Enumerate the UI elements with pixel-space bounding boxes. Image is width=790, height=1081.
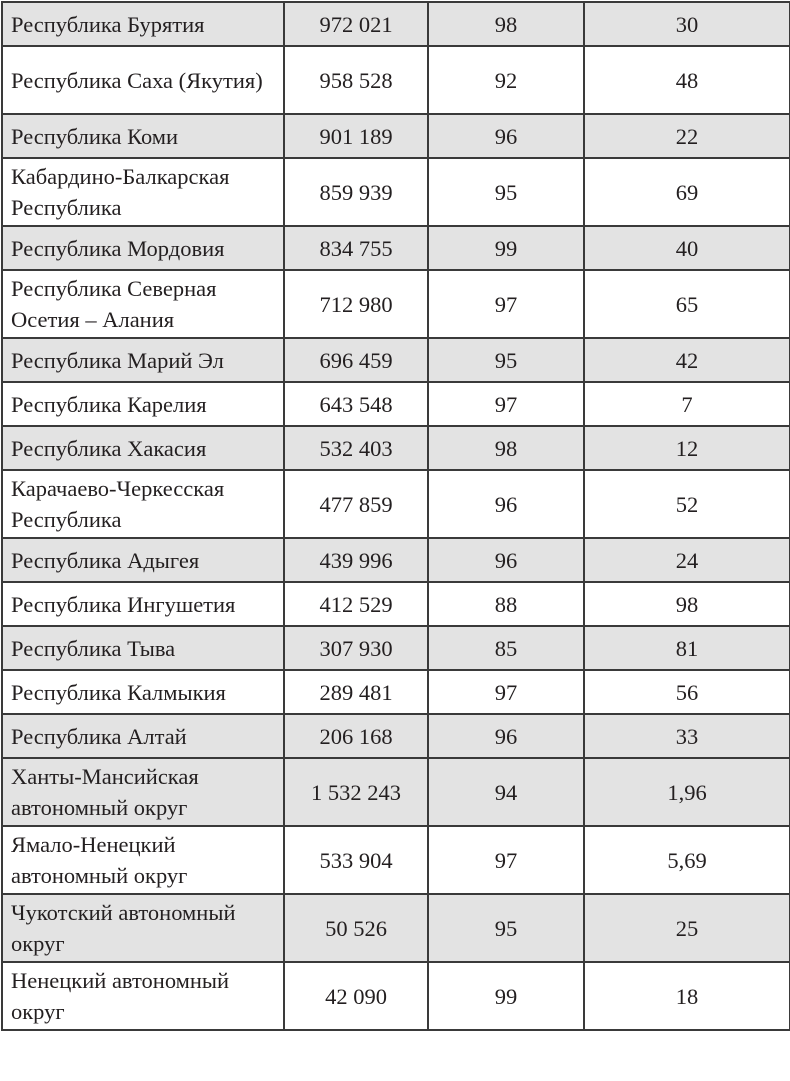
region-name: Республика Бурятия: [2, 2, 284, 46]
table-row: [2, 894, 790, 962]
share-cell: 95: [428, 894, 584, 962]
table-row: [2, 426, 790, 470]
table-row: [2, 962, 790, 1030]
table-row: [2, 758, 790, 826]
population-cell: 477 859: [284, 470, 428, 538]
share-cell: 98: [428, 426, 584, 470]
share-cell: 96: [428, 714, 584, 758]
region-name: Карачаево-Черкесская Республика: [2, 470, 284, 538]
population-cell: 412 529: [284, 582, 428, 626]
region-name: Республика Ингушетия: [2, 582, 284, 626]
region-name: Республика Саха (Якутия): [2, 46, 284, 114]
table-row: [2, 226, 790, 270]
population-cell: 42 090: [284, 962, 428, 1030]
region-name: Кабардино-Балкарская Республика: [2, 158, 284, 226]
population-cell: 901 189: [284, 114, 428, 158]
regions-table: [1, 1, 790, 1031]
share-cell: 97: [428, 670, 584, 714]
share-cell: 97: [428, 270, 584, 338]
table-row: [2, 382, 790, 426]
table-row: [2, 670, 790, 714]
value-cell: 69: [584, 158, 790, 226]
population-cell: 696 459: [284, 338, 428, 382]
region-name: Республика Мордовия: [2, 226, 284, 270]
value-cell: 24: [584, 538, 790, 582]
table-row: [2, 158, 790, 226]
value-cell: 25: [584, 894, 790, 962]
share-cell: 92: [428, 46, 584, 114]
share-cell: 99: [428, 962, 584, 1030]
region-name: Республика Карелия: [2, 382, 284, 426]
region-name: Республика Калмыкия: [2, 670, 284, 714]
value-cell: 42: [584, 338, 790, 382]
value-cell: 98: [584, 582, 790, 626]
region-name: Республика Хакасия: [2, 426, 284, 470]
population-cell: 206 168: [284, 714, 428, 758]
table-row: [2, 626, 790, 670]
share-cell: 94: [428, 758, 584, 826]
value-cell: 7: [584, 382, 790, 426]
value-cell: 65: [584, 270, 790, 338]
share-cell: 99: [428, 226, 584, 270]
value-cell: 48: [584, 46, 790, 114]
population-cell: 439 996: [284, 538, 428, 582]
share-cell: 96: [428, 114, 584, 158]
value-cell: 33: [584, 714, 790, 758]
population-cell: 712 980: [284, 270, 428, 338]
share-cell: 95: [428, 158, 584, 226]
value-cell: 30: [584, 2, 790, 46]
value-cell: 5,69: [584, 826, 790, 894]
share-cell: 95: [428, 338, 584, 382]
region-name: Республика Северная Осетия – Алания: [2, 270, 284, 338]
value-cell: 56: [584, 670, 790, 714]
table-row: [2, 470, 790, 538]
population-cell: 859 939: [284, 158, 428, 226]
share-cell: 97: [428, 826, 584, 894]
region-name: Ненецкий автономный округ: [2, 962, 284, 1030]
value-cell: 12: [584, 426, 790, 470]
value-cell: 18: [584, 962, 790, 1030]
share-cell: 88: [428, 582, 584, 626]
value-cell: 1,96: [584, 758, 790, 826]
share-cell: 98: [428, 2, 584, 46]
value-cell: 22: [584, 114, 790, 158]
population-cell: 972 021: [284, 2, 428, 46]
table-row: [2, 826, 790, 894]
region-name: Ямало-Ненецкий автономный округ: [2, 826, 284, 894]
region-name: Республика Тыва: [2, 626, 284, 670]
population-cell: 1 532 243: [284, 758, 428, 826]
share-cell: 85: [428, 626, 584, 670]
share-cell: 97: [428, 382, 584, 426]
region-name: Ханты-Мансийская автономный округ: [2, 758, 284, 826]
value-cell: 40: [584, 226, 790, 270]
table-row: [2, 114, 790, 158]
share-cell: 96: [428, 470, 584, 538]
table-row: [2, 538, 790, 582]
region-name: Чукотский автономный округ: [2, 894, 284, 962]
population-cell: 643 548: [284, 382, 428, 426]
region-name: Республика Коми: [2, 114, 284, 158]
table-row: [2, 714, 790, 758]
region-name: Республика Адыгея: [2, 538, 284, 582]
value-cell: 81: [584, 626, 790, 670]
population-cell: 834 755: [284, 226, 428, 270]
table-row: [2, 2, 790, 46]
table-row: [2, 270, 790, 338]
table-row: [2, 338, 790, 382]
table-row: [2, 582, 790, 626]
population-cell: 289 481: [284, 670, 428, 714]
population-cell: 307 930: [284, 626, 428, 670]
table-row: [2, 46, 790, 114]
population-cell: 532 403: [284, 426, 428, 470]
region-name: Республика Алтай: [2, 714, 284, 758]
share-cell: 96: [428, 538, 584, 582]
population-cell: 958 528: [284, 46, 428, 114]
population-cell: 533 904: [284, 826, 428, 894]
value-cell: 52: [584, 470, 790, 538]
region-name: Республика Марий Эл: [2, 338, 284, 382]
population-cell: 50 526: [284, 894, 428, 962]
